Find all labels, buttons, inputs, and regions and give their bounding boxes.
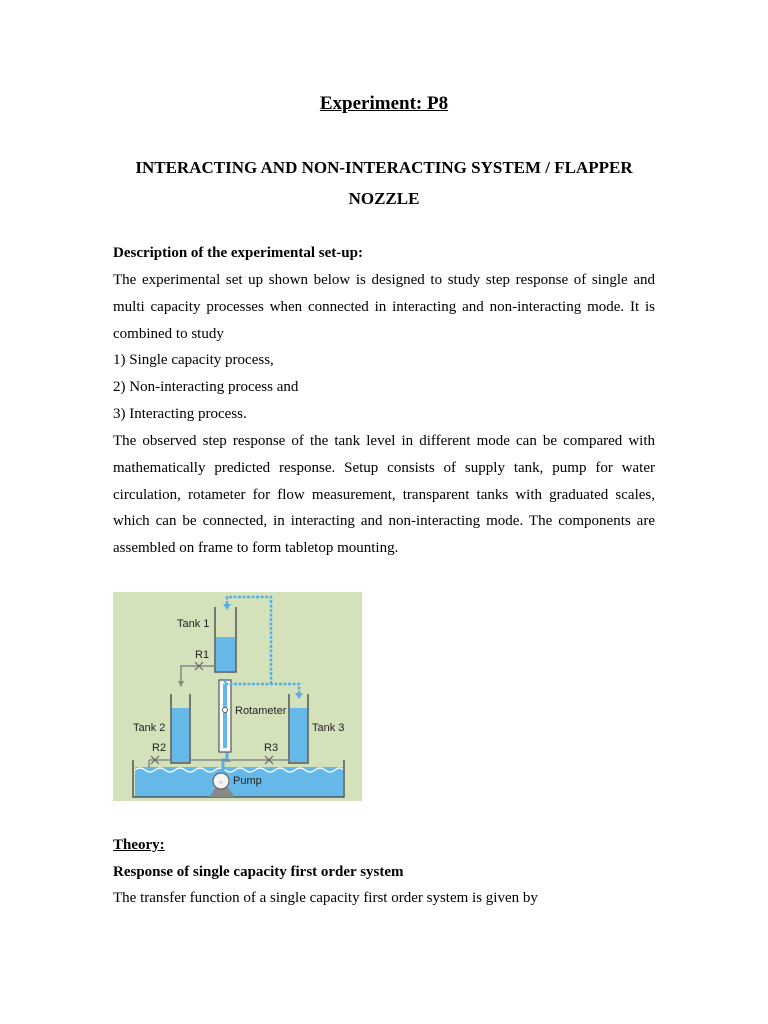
page-title: Experiment: P8 (319, 93, 449, 114)
experiment-heading: INTERACTING AND NON-INTERACTING SYSTEM / FLAPPER NOZZLE (135, 158, 633, 208)
svg-text:○: ○ (219, 780, 223, 786)
theory-paragraph: The transfer function of a single capacity first order system is given by (113, 890, 538, 906)
rotameter-tube (223, 684, 227, 748)
r2-label: R2 (152, 742, 167, 754)
description-paragraph: The experimental set up shown below is designed to study step response of single and multi capacity processes when connected in interacting and non-interacting mode. It is combined to study (113, 272, 655, 342)
list-item: 2) Non-interacting process and (113, 379, 299, 395)
description-heading: Description of the experimental set-up: (113, 245, 363, 261)
rotameter-float (223, 708, 228, 713)
theory-subheading: Response of single capacity first order system (113, 864, 404, 880)
setup-svg (113, 592, 362, 801)
tank2-label: Tank 2 (133, 722, 166, 734)
r3-label: R3 (264, 742, 279, 754)
observed-paragraph: The observed step response of the tank level in different mode can be compared with mathematically predicted response. Setup consists of supply tank, pump for water circulation, rotameter for flow measurement, transparent tanks with graduated scales, which can be connected, in interacting and non-interacting mode. The components are assembled on frame to form tabletop mounting. (113, 433, 655, 557)
experimental-setup-diagram (113, 592, 362, 801)
r1-label: R1 (195, 649, 210, 661)
tank3-water (290, 708, 307, 762)
tank1-label: Tank 1 (177, 618, 210, 630)
list-item: 3) Interacting process. (113, 406, 247, 422)
theory-heading: Theory: (113, 837, 165, 853)
pump-label: Pump (233, 775, 262, 787)
tank2-water (172, 708, 189, 762)
rotameter-label: Rotameter (235, 705, 287, 717)
tank1-water (216, 637, 235, 671)
tank3-label: Tank 3 (312, 722, 345, 734)
list-item: 1) Single capacity process, (113, 352, 274, 368)
